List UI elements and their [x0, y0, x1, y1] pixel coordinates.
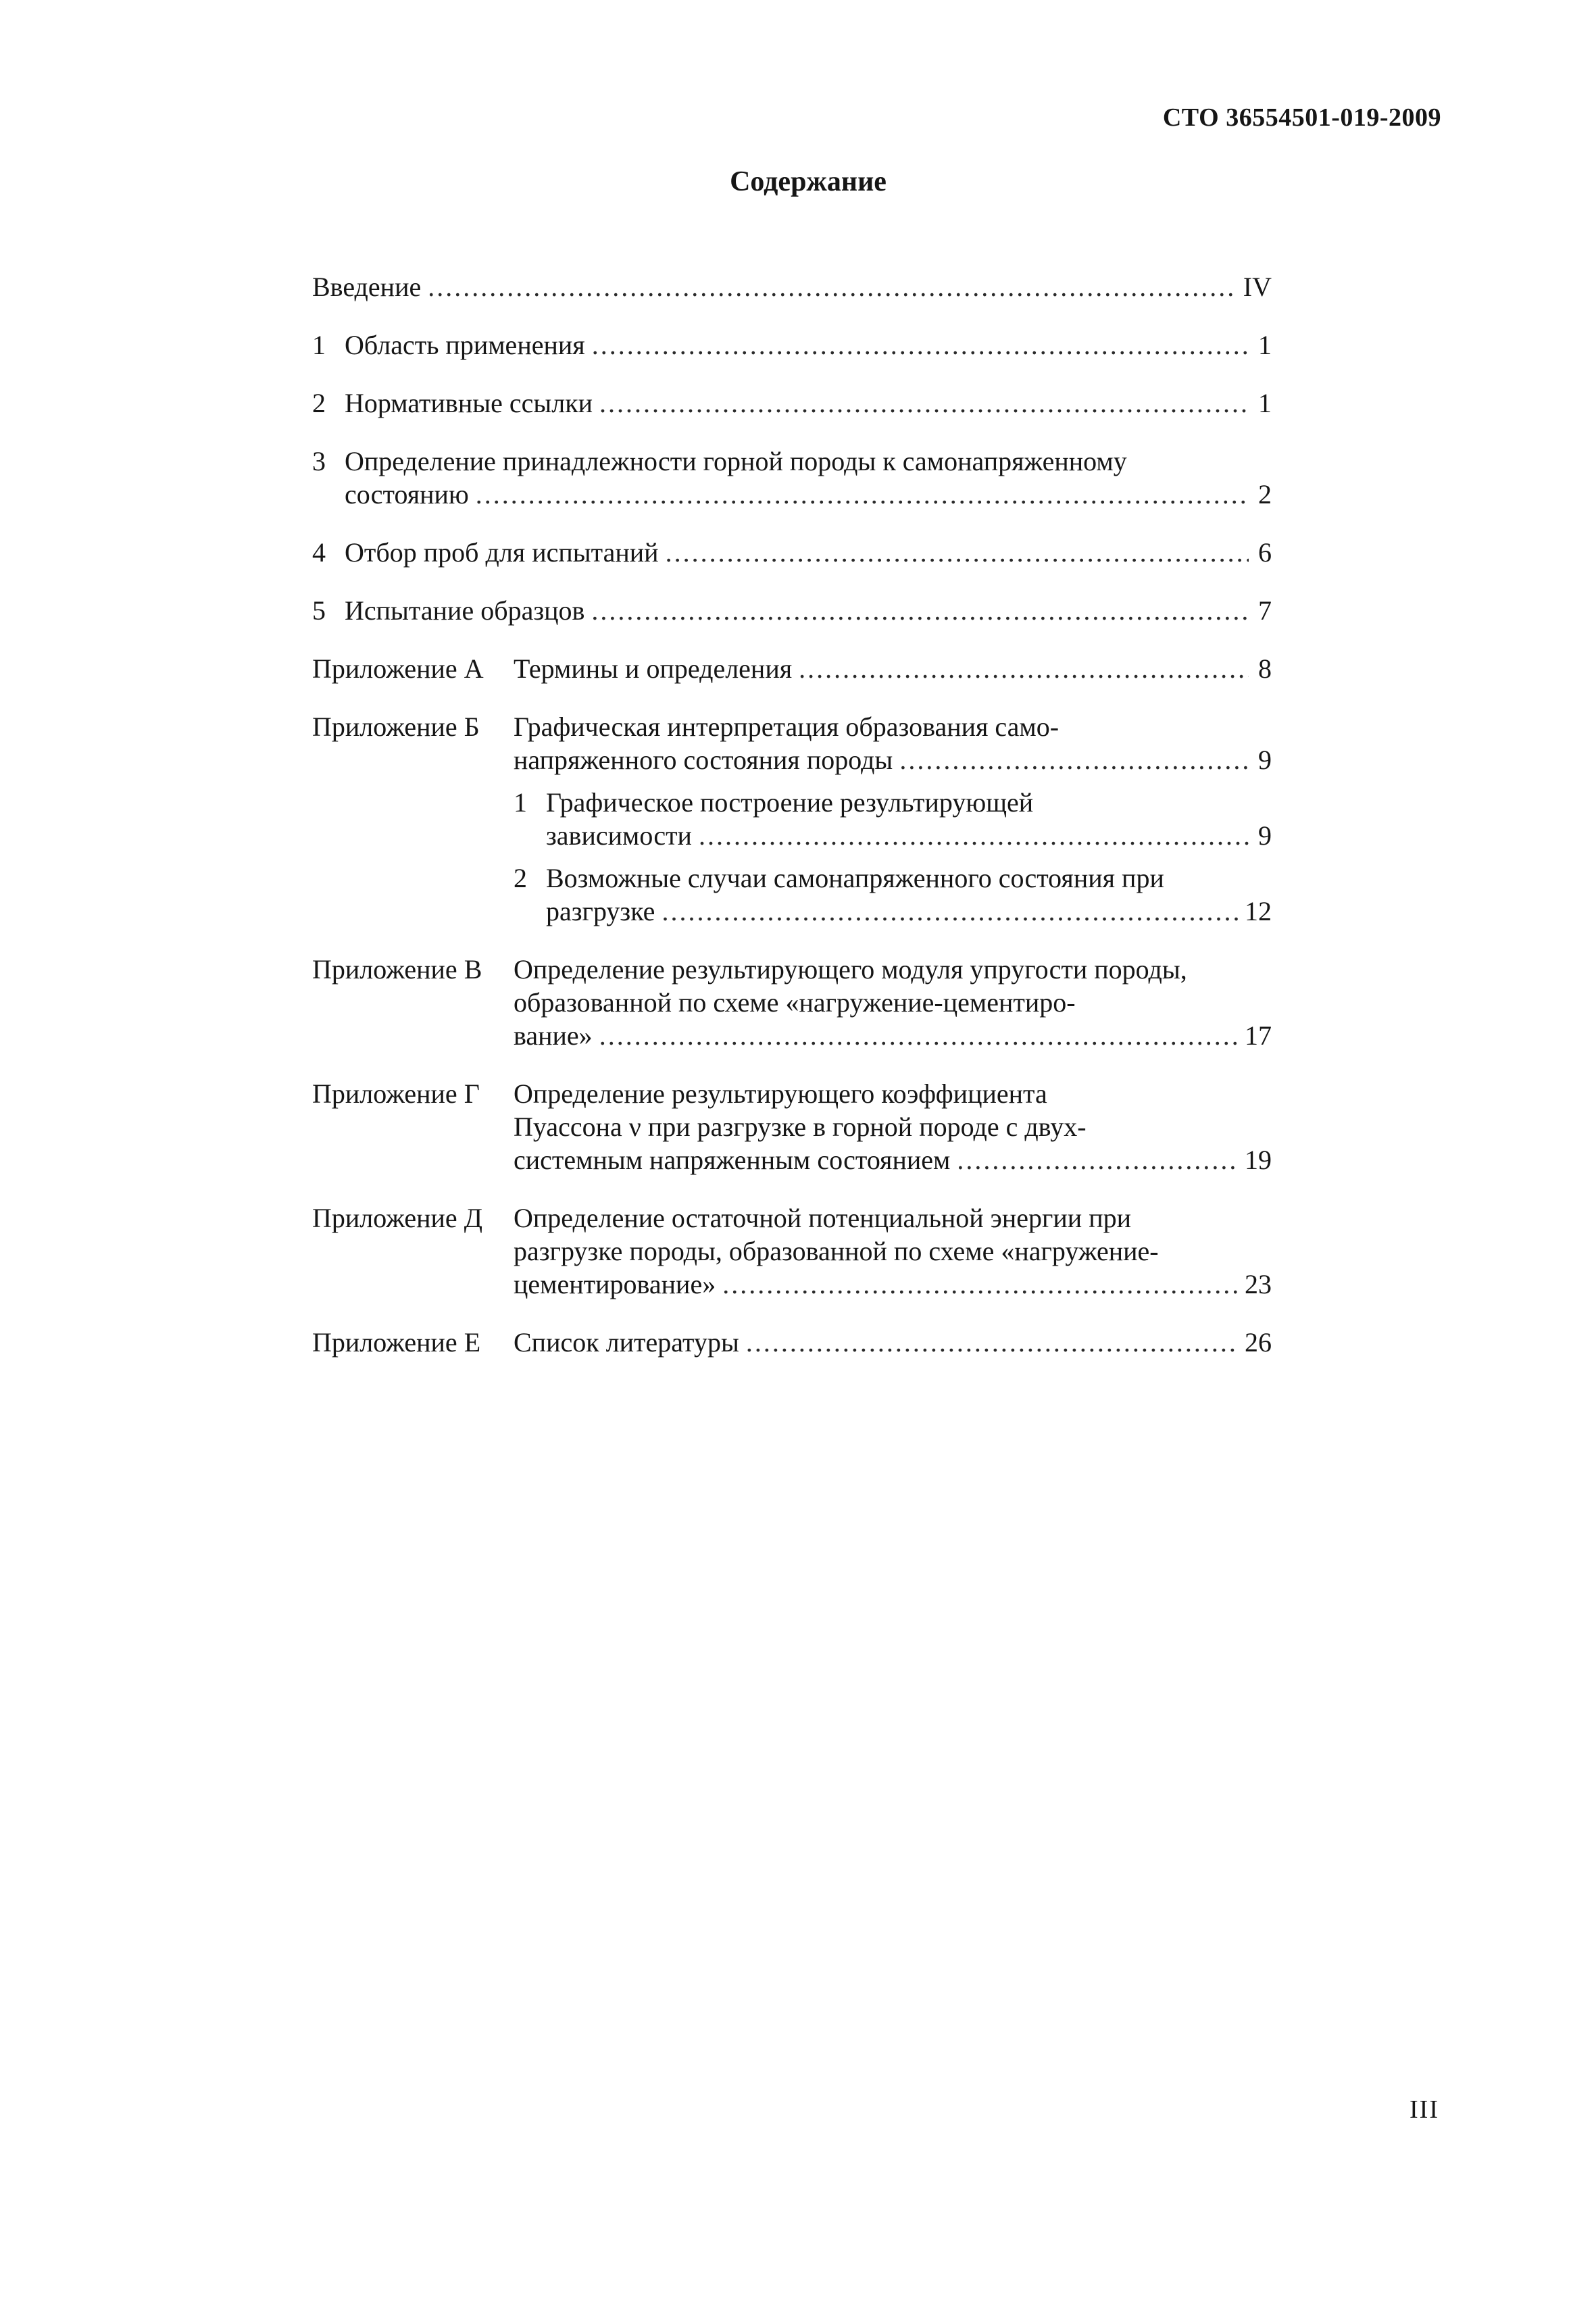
toc-entry-title-line: Определение результирующего модуля упругости породы, — [514, 954, 1187, 985]
page-number: III — [1410, 2095, 1439, 2124]
appendix-label: Приложение Д — [312, 1203, 482, 1233]
toc-entry-title-line: образованной по схеме «нагружение-цементиро- — [514, 987, 1076, 1018]
toc-entry-title-line: состоянию — [345, 479, 469, 509]
toc-page-number: 1 — [1258, 388, 1272, 418]
toc-entry-title: Термины и определения — [514, 653, 793, 684]
dot-leader — [746, 1326, 1238, 1359]
toc-page-number: 7 — [1258, 595, 1272, 626]
toc-page-number: 17 — [1245, 1020, 1272, 1051]
section-number: 5 — [312, 595, 326, 626]
table-of-contents — [312, 270, 1272, 1384]
toc-entry-title-line: системным напряженным состоянием — [514, 1145, 951, 1175]
toc-entry-title: Введение — [312, 272, 422, 302]
appendix-label: Приложение Е — [312, 1327, 481, 1358]
toc-entry-title-line: разгрузке — [546, 896, 655, 926]
toc-entry-title: Испытание образцов — [345, 595, 585, 626]
toc-page-number: 8 — [1258, 653, 1272, 684]
toc-entry-title-line: Определение результирующего коэффициента — [514, 1078, 1047, 1109]
toc-entry-appendix-d[interactable] — [312, 1201, 1272, 1301]
toc-page-number: 6 — [1258, 537, 1272, 568]
toc-entry-title-line: Определение остаточной потенциальной энергии при — [514, 1203, 1132, 1233]
toc-entry-appendix-v[interactable] — [312, 953, 1272, 1052]
dot-leader — [799, 652, 1249, 685]
document-code: СТО 36554501-019-2009 — [1162, 103, 1441, 132]
dot-leader — [476, 478, 1249, 511]
toc-page-number: 23 — [1245, 1269, 1272, 1299]
appendix-label: Приложение В — [312, 954, 482, 985]
dot-leader — [666, 536, 1249, 569]
toc-entry-title-line: разгрузке породы, образованной по схеме «нагружение- — [514, 1236, 1159, 1266]
toc-entry-appendix-g[interactable] — [312, 1077, 1272, 1176]
subsection-number: 2 — [514, 863, 527, 893]
dot-leader — [599, 1019, 1238, 1052]
appendix-label: Приложение А — [312, 653, 484, 684]
toc-subentry-appendix-b-2[interactable] — [312, 862, 1272, 928]
section-number: 1 — [312, 330, 326, 360]
dot-leader — [699, 819, 1249, 852]
toc-entry-title-line: зависимости — [546, 820, 692, 851]
toc-entry-section-4[interactable] — [312, 536, 1272, 569]
toc-entry-appendix-b[interactable] — [312, 710, 1272, 776]
toc-entry-title-line: напряженного состояния породы — [514, 745, 893, 775]
toc-entry-section-1[interactable] — [312, 328, 1272, 362]
section-number: 4 — [312, 537, 326, 568]
subsection-number: 1 — [514, 787, 527, 818]
dot-leader — [428, 270, 1237, 303]
toc-entry-section-2[interactable] — [312, 387, 1272, 420]
toc-page-number: 9 — [1258, 745, 1272, 775]
toc-page-number: 9 — [1258, 820, 1272, 851]
toc-entry-title: Область применения — [345, 330, 585, 360]
toc-page-number: 2 — [1258, 479, 1272, 509]
toc-page-number: 19 — [1245, 1145, 1272, 1175]
toc-entry-appendix-a[interactable] — [312, 652, 1272, 685]
toc-entry-title-line: вание» — [514, 1020, 593, 1051]
page-title: Содержание — [730, 166, 887, 197]
section-number: 2 — [312, 388, 326, 418]
toc-page-number: IV — [1243, 272, 1272, 302]
toc-entry-intro[interactable] — [312, 270, 1272, 303]
toc-subentry-appendix-b-1[interactable] — [312, 786, 1272, 852]
toc-entry-title-line: Определение принадлежности горной породы к самонапряженному — [345, 446, 1127, 476]
toc-entry-title: Нормативные ссылки — [345, 388, 593, 418]
dot-leader — [599, 387, 1249, 420]
toc-entry-appendix-e[interactable] — [312, 1326, 1272, 1359]
toc-page-number: 12 — [1245, 896, 1272, 926]
dot-leader — [957, 1143, 1238, 1176]
appendix-label: Приложение Б — [312, 712, 480, 742]
appendix-label: Приложение Г — [312, 1078, 480, 1109]
toc-entry-title-line: цементирование» — [514, 1269, 716, 1299]
toc-entry-title: Отбор проб для испытаний — [345, 537, 659, 568]
toc-entry-section-5[interactable] — [312, 594, 1272, 627]
toc-entry-title: Список литературы — [514, 1327, 739, 1358]
dot-leader — [662, 895, 1238, 928]
toc-page-number: 26 — [1245, 1327, 1272, 1358]
dot-leader — [591, 594, 1249, 627]
dot-leader — [899, 743, 1249, 776]
toc-entry-title-line: Пуассона ν при разгрузке в горной породе с двух- — [514, 1112, 1087, 1142]
toc-entry-section-3[interactable] — [312, 445, 1272, 511]
toc-page-number: 1 — [1258, 330, 1272, 360]
toc-entry-title-line: Возможные случаи самонапряженного состояния при — [546, 863, 1164, 893]
dot-leader — [592, 328, 1249, 362]
section-number: 3 — [312, 446, 326, 476]
toc-entry-title-line: Графическая интерпретация образования само- — [514, 712, 1059, 742]
dot-leader — [722, 1268, 1238, 1301]
toc-entry-title-line: Графическое построение результирующей — [546, 787, 1034, 818]
